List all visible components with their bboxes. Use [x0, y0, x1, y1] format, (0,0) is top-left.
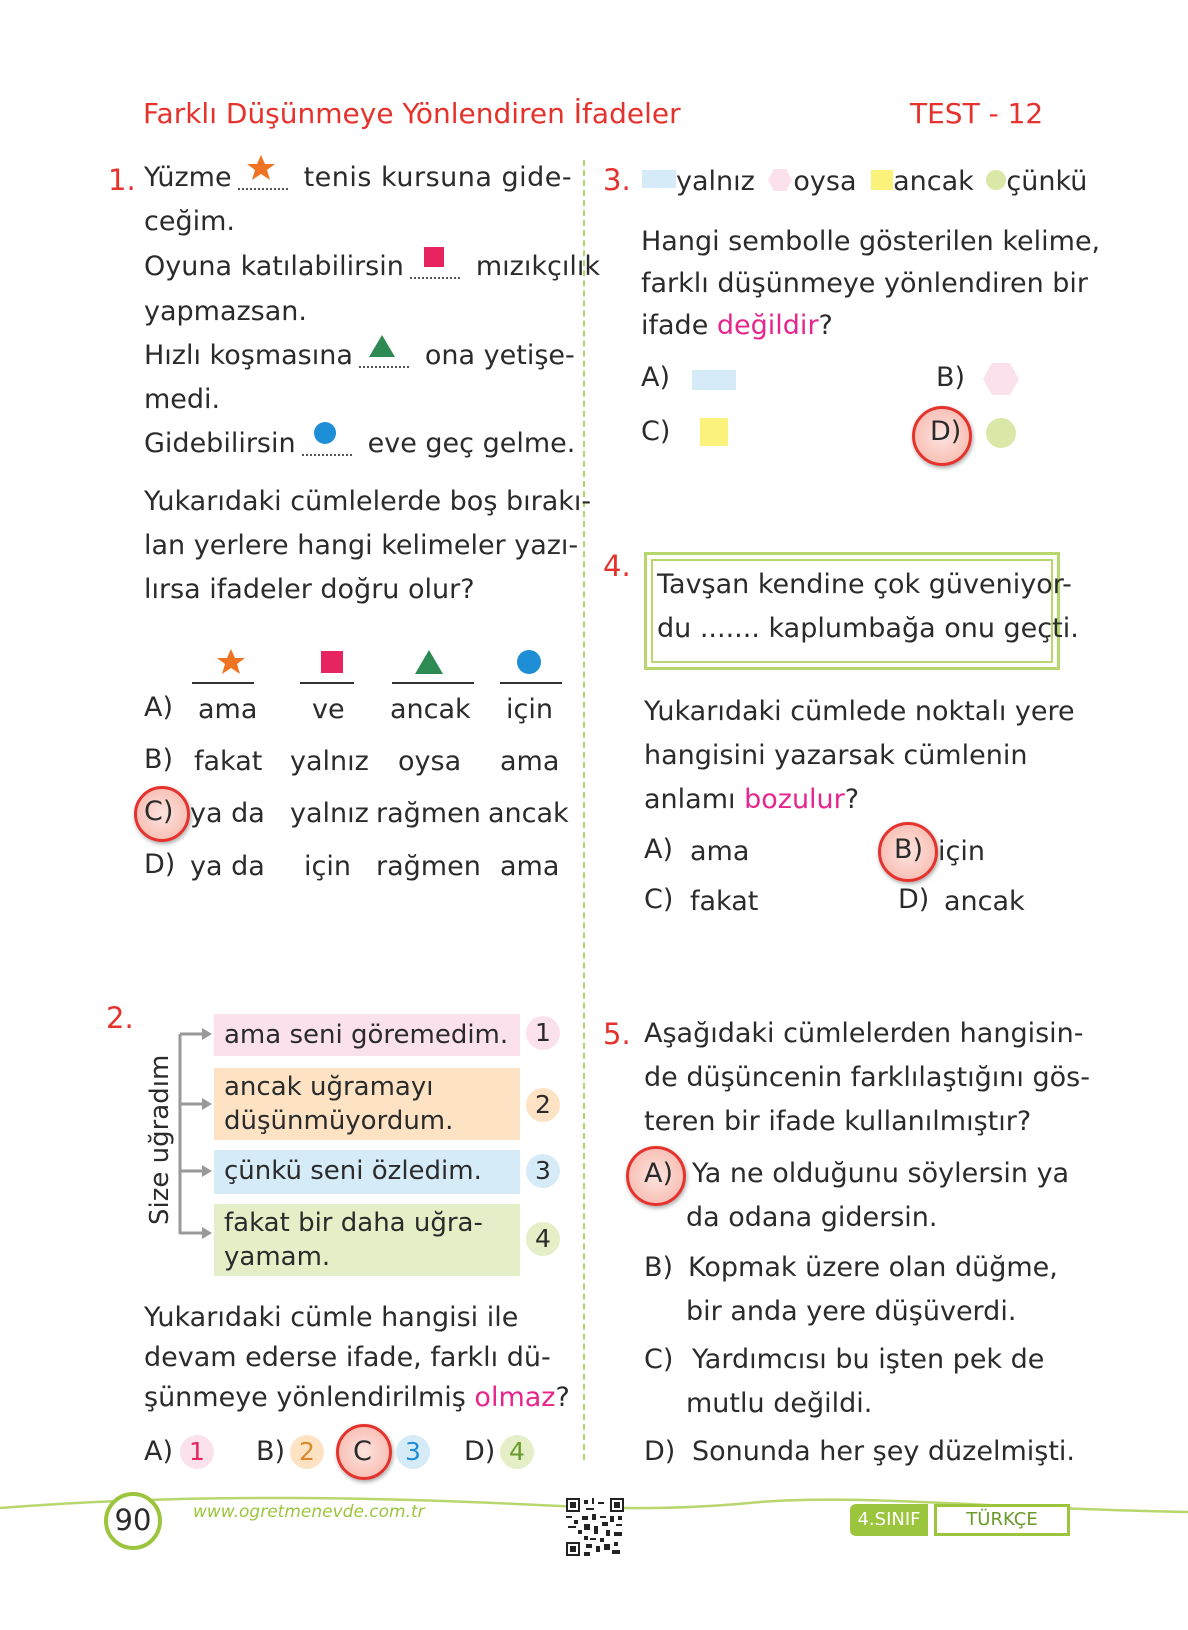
option-word: rağmen [376, 851, 481, 882]
legend-word: çünkü [1006, 166, 1088, 197]
prompt-text: ? [818, 310, 833, 341]
q1-prompt1: Yukarıdaki cümlelerde boş bırakı- [144, 486, 592, 517]
option-num: 3 [396, 1435, 430, 1469]
option-label: C) [641, 416, 671, 447]
option-label: A) [144, 692, 174, 723]
blank-triangle [359, 346, 409, 368]
option-num: 4 [500, 1435, 534, 1469]
hexagon-icon [982, 362, 1020, 396]
test-label: TEST - 12 [910, 97, 1044, 130]
page-title: Farklı Düşünmeye Yönlendiren İfadeler [143, 97, 681, 130]
q2-num-1: 1 [526, 1016, 560, 1050]
option-word: ve [312, 694, 345, 725]
star-icon [216, 648, 246, 676]
option-label: D) [898, 884, 930, 915]
blank-circle [302, 434, 352, 456]
option-label: D) [464, 1436, 496, 1467]
q2-prompt3 [144, 1376, 570, 1420]
square-icon [320, 650, 344, 674]
subject-label: TÜRKÇE [966, 1509, 1038, 1530]
option-label: A) [641, 362, 671, 393]
legend-word: ancak [893, 166, 974, 197]
q4-prompt1: Yukarıdaki cümlede noktalı yere [644, 696, 1075, 727]
legend-word: yalnız [676, 166, 755, 197]
option-label: C) [644, 884, 674, 915]
option-text: için [938, 836, 985, 867]
option-label: A) [644, 1158, 674, 1189]
item-text: ama seni göremedim. [224, 1020, 509, 1050]
option-num: 1 [180, 1435, 214, 1469]
prompt-text: anlamı [644, 784, 736, 815]
q5-number: 5. [603, 1017, 631, 1051]
legend-square-icon [871, 170, 893, 190]
option-text: ancak [944, 886, 1025, 917]
q2-item-4 [214, 1204, 520, 1276]
circle-icon [516, 649, 542, 675]
q3-prompt3 [641, 304, 833, 348]
q1-number: 1. [108, 163, 136, 197]
option-label: C [353, 1436, 372, 1467]
q2-num-4: 4 [526, 1222, 560, 1256]
q2-number: 2. [106, 1001, 134, 1035]
qr-code-icon [566, 1498, 624, 1556]
option-label: A) [144, 1436, 174, 1467]
option-word: ancak [488, 798, 569, 829]
option-text: mutlu değildi. [686, 1388, 873, 1419]
item-text: fakat bir daha uğra- [224, 1208, 483, 1238]
q4-text-box [644, 552, 1079, 670]
item-text: yamam. [224, 1242, 331, 1272]
option-word: ama [500, 851, 560, 882]
option-text: Kopmak üzere olan düğme, [688, 1252, 1058, 1283]
bracket-arrows [172, 1022, 214, 1242]
legend-rect-icon [642, 170, 676, 188]
option-label: D) [644, 1436, 676, 1467]
option-text: Ya ne olduğunu söylersin ya [692, 1158, 1070, 1189]
option-label: B) [644, 1252, 674, 1283]
q3-legend [642, 162, 1087, 202]
q2-side-label: Size uğradım [145, 1054, 175, 1225]
option-word: fakat [194, 746, 263, 777]
option-word: ama [198, 694, 258, 725]
option-word: yalnız [290, 746, 369, 777]
item-text: düşünmüyordum. [224, 1106, 454, 1136]
q2-prompt1: Yukarıdaki cümle hangisi ile [144, 1302, 519, 1333]
option-label: B) [144, 744, 174, 775]
option-word: rağmen [376, 798, 481, 829]
q2-item-2 [214, 1068, 520, 1140]
option-word: yalnız [290, 798, 369, 829]
column-divider [583, 160, 585, 1460]
legend-circle-icon [986, 170, 1006, 190]
blank-square [410, 257, 460, 279]
prompt-text: ? [555, 1382, 570, 1413]
page-number: 90 [114, 1503, 152, 1537]
rect-icon [692, 370, 736, 390]
q2-num-3: 3 [526, 1154, 560, 1188]
column-underline [192, 682, 254, 684]
q1-text: eve geç gelme. [367, 428, 576, 459]
box-line: du ....... kaplumbağa onu geçti. [657, 613, 1079, 644]
q1-line6: medi. [144, 384, 221, 415]
q1-text: Gidebilirsin [144, 428, 296, 459]
triangle-icon [414, 649, 444, 675]
q1-line1 [144, 156, 572, 200]
option-word: oysa [398, 746, 462, 777]
option-label: B) [256, 1436, 286, 1467]
option-word: ama [500, 746, 560, 777]
option-label: D) [930, 416, 962, 447]
prompt-text: ifade [641, 310, 709, 341]
q3-prompt1: Hangi sembolle gösterilen kelime, [641, 226, 1101, 257]
q1-text: Hızlı koşmasına [144, 340, 353, 371]
q4-number: 4. [603, 549, 631, 583]
option-label: B) [894, 834, 924, 865]
emphasis-text: olmaz [474, 1382, 556, 1413]
q1-line4: yapmazsan. [144, 296, 307, 327]
q1-line3 [144, 245, 600, 289]
q1-text: mızıkçılık [475, 251, 600, 282]
emphasis-text: değildir [716, 310, 819, 341]
q1-prompt3: lırsa ifadeler doğru olur? [144, 574, 475, 605]
option-label: C) [144, 796, 174, 827]
legend-hexagon-icon [767, 168, 793, 192]
q2-num-2: 2 [526, 1088, 560, 1122]
option-label: B) [936, 362, 966, 393]
q1-line5 [144, 334, 575, 378]
q1-text: Yüzme [144, 162, 232, 193]
option-text: Sonunda her şey düzelmişti. [692, 1436, 1075, 1467]
q2-item-1 [214, 1014, 520, 1056]
legend-word: oysa [793, 166, 857, 197]
q1-prompt2: lan yerlere hangi kelimeler yazı- [144, 530, 579, 561]
q4-prompt3 [644, 778, 859, 822]
option-text: Yardımcısı bu işten pek de [692, 1344, 1045, 1375]
grade-label: 4.SINIF [857, 1509, 921, 1530]
option-label: A) [644, 834, 674, 865]
prompt-text: şünmeye yönlendirilmiş [144, 1382, 466, 1413]
blank-star [238, 168, 288, 190]
option-word: için [304, 851, 351, 882]
emphasis-text: bozulur [744, 784, 845, 815]
option-label: D) [144, 849, 176, 880]
q2-item-3 [214, 1150, 520, 1194]
item-text: çünkü seni özledim. [224, 1156, 482, 1186]
option-text: bir anda yere düşüverdi. [686, 1296, 1017, 1327]
q5-prompt1: Aşağıdaki cümlelerden hangisin- [644, 1018, 1084, 1049]
option-num: 2 [290, 1435, 324, 1469]
circle-icon [986, 418, 1016, 448]
option-text: ama [690, 836, 750, 867]
footer-url[interactable]: www.ogretmenevde.com.tr [193, 1502, 425, 1522]
q1-text: Oyuna katılabilirsin [144, 251, 404, 282]
box-line: Tavşan kendine çok güveniyor- [657, 569, 1072, 600]
q1-text: ona yetişe- [424, 340, 575, 371]
option-word: ya da [190, 851, 265, 882]
column-underline [392, 682, 474, 684]
item-text: ancak uğramayı [224, 1072, 434, 1102]
q3-number: 3. [603, 163, 631, 197]
option-word: ancak [390, 694, 471, 725]
prompt-text: ? [844, 784, 860, 815]
option-label: C) [644, 1344, 674, 1375]
q1-line2: ceğim. [144, 206, 235, 237]
option-text: fakat [690, 886, 759, 917]
column-underline [500, 682, 562, 684]
option-word: için [506, 694, 553, 725]
q5-prompt3: teren bir ifade kullanılmıştır? [644, 1106, 1032, 1137]
column-underline [300, 682, 354, 684]
square-icon [700, 418, 728, 446]
q1-text: tenis kursuna gide- [303, 162, 573, 193]
q5-prompt2: de düşüncenin farklılaştığını gös- [644, 1062, 1090, 1093]
q2-prompt2: devam ederse ifade, farklı dü- [144, 1342, 551, 1373]
q4-prompt2: hangisini yazarsak cümlenin [644, 740, 1028, 771]
q1-line7 [144, 422, 575, 466]
option-word: ya da [190, 798, 265, 829]
option-text: da odana gidersin. [686, 1202, 938, 1233]
q3-prompt2: farklı düşünmeye yönlendiren bir [641, 268, 1089, 299]
